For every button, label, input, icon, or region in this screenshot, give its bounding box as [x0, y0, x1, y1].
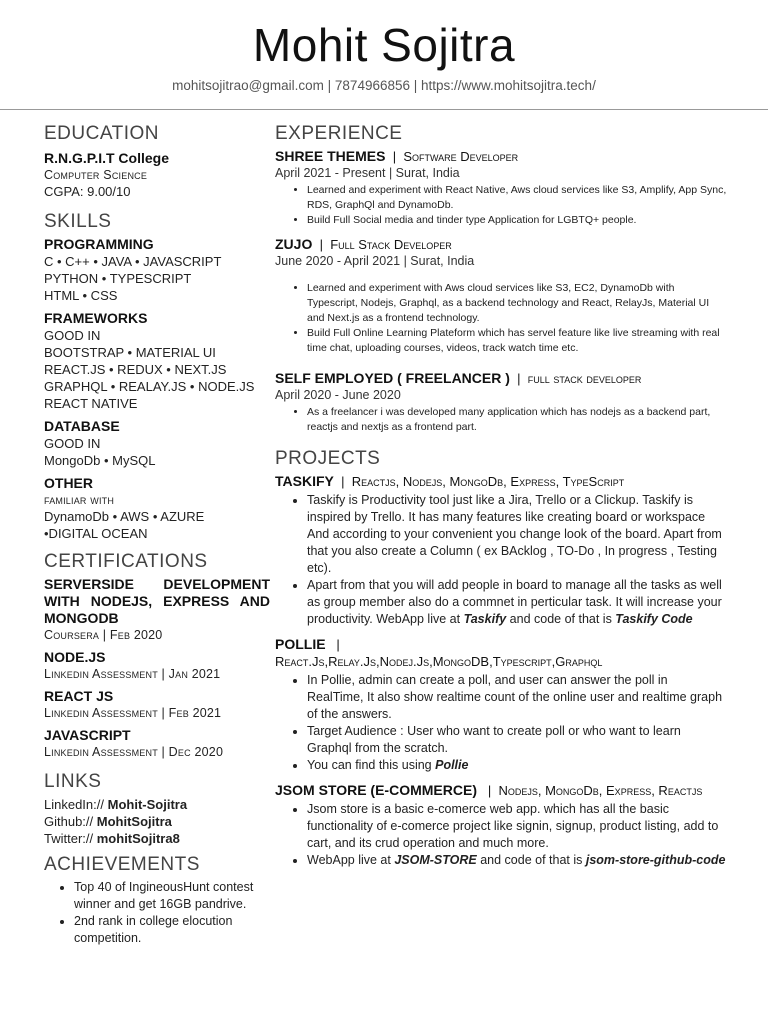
- bullet-text: and code of that is: [476, 853, 586, 867]
- taskify-link[interactable]: Taskify: [463, 612, 507, 626]
- job-dates: June 2020 - April 2021 | Surat, India: [275, 254, 475, 268]
- list-item: [307, 577, 727, 628]
- achievements-section: [44, 853, 270, 947]
- taskify-code-link[interactable]: Taskify Code: [615, 612, 693, 626]
- achievements-title: ACHIEVEMENTS: [44, 854, 200, 875]
- skill-line: •DIGITAL OCEAN: [44, 526, 148, 541]
- link-value[interactable]: MohitSojitra: [96, 814, 172, 829]
- education-title: EDUCATION: [44, 123, 159, 144]
- left-column: [44, 122, 270, 947]
- certification-issuer: Linkedin Assessment | Feb 2021: [44, 706, 222, 720]
- projects-title: PROJECTS: [275, 448, 381, 469]
- links-title: LINKS: [44, 771, 102, 792]
- links-section: [44, 770, 270, 847]
- skill-line: HTML • CSS: [44, 288, 118, 303]
- list-item: • Learned and experiment with React Native, Aws cloud services like S3, Amplify, App Sync, RDS, GraphQl and DynamoDb.: [307, 183, 727, 213]
- company-name: SELF EMPLOYED ( FREELANCER ): [275, 370, 510, 386]
- experience-section: [275, 122, 727, 435]
- skill-group-database: [44, 418, 270, 469]
- achievements-list: [44, 879, 270, 947]
- project-name: TASKIFY: [275, 473, 334, 489]
- list-item: • 2nd rank in college elocution competition.: [74, 913, 270, 947]
- skill-line: GRAPHQL • REALAY.JS • NODE.JS: [44, 379, 255, 394]
- link-twitter[interactable]: [44, 830, 270, 847]
- job-dates: April 2020 - June 2020: [275, 388, 401, 402]
- skills-title: SKILLS: [44, 211, 112, 232]
- list-item: • In Pollie, admin can create a poll, and user can answer the poll in RealTime, It also show realtime count of the online user and realtime graph of the answers.: [307, 672, 727, 723]
- contact-line: mohitsojitrao@gmail.com | 7874966856 | https://www.mohitsojitra.tech/: [172, 78, 596, 93]
- skill-line: C • C++ • JAVA • JAVASCRIPT: [44, 254, 222, 269]
- link-label: Twitter://: [44, 831, 94, 846]
- job-title-line: [275, 370, 727, 387]
- certification-item: [44, 649, 270, 682]
- right-column: [275, 122, 727, 869]
- bullet-text: You can find this using: [307, 758, 436, 772]
- job-role: Software Developer: [403, 149, 519, 164]
- job-item: [275, 370, 727, 435]
- certification-issuer: Linkedin Assessment | Dec 2020: [44, 745, 224, 759]
- project-bullets: [275, 492, 727, 628]
- separator: |: [315, 237, 327, 252]
- job-dates: April 2021 - Present | Surat, India: [275, 166, 460, 180]
- list-item: • Top 40 of IngineousHunt contest winner and get 16GB pandrive.: [74, 879, 270, 913]
- skill-line: PYTHON • TYPESCRIPT: [44, 271, 192, 286]
- job-title-line: [275, 148, 727, 165]
- education-section: [44, 122, 270, 200]
- project-tech: Reactjs, Nodejs, MongoDb, Express, TypeScript: [351, 474, 625, 489]
- certification-name: NODE.JS: [44, 649, 106, 665]
- skill-group-frameworks: [44, 310, 270, 412]
- list-item: [307, 757, 727, 774]
- link-linkedin[interactable]: [44, 796, 270, 813]
- certification-name: REACT JS: [44, 688, 114, 704]
- candidate-name: Mohit Sojitra: [252, 19, 516, 71]
- list-item: • As a freelancer i was developed many application which has nodejs as a backend part, reactjs and nextjs as a frontend part.: [307, 405, 727, 435]
- list-item: • Build Full Online Learning Plateform which has servel feature like live streaming with real time chat, uploading courses, videos, track watch time etc.: [307, 326, 727, 356]
- job-bullets: [275, 281, 727, 356]
- project-tech: Nodejs, MongoDb, Express, Reactjs: [498, 783, 703, 798]
- skill-group-other: [44, 475, 270, 542]
- company-name: SHREE THEMES: [275, 148, 386, 164]
- college-name: R.N.G.P.I.T College: [44, 150, 169, 166]
- job-title-line: [275, 236, 727, 253]
- projects-section: [275, 447, 727, 869]
- list-item: • Jsom store is a basic e-comerce web app. which has all the basic functionality of e-comerce project like signin, signup, product listing, add to cart, and its crud operation and much more.: [307, 801, 727, 852]
- project-title-line: [275, 636, 727, 653]
- skill-note: GOOD IN: [44, 328, 101, 343]
- skill-group-title: OTHER: [44, 475, 93, 491]
- project-bullets: [275, 672, 727, 774]
- project-name: POLLIE: [275, 636, 326, 652]
- project-tech: React.Js,Relay.Js,Nodej.Js,MongoDB,Typescript,Graphql: [275, 654, 603, 669]
- project-bullets: [275, 801, 727, 869]
- skill-line: MongoDb • MySQL: [44, 453, 156, 468]
- skill-note: GOOD IN: [44, 436, 101, 451]
- skill-line: DynamoDb • AWS • AZURE: [44, 509, 205, 524]
- separator: |: [389, 149, 400, 164]
- certification-name: SERVERSIDE DEVELOPMENT WITH NODEJS, EXPRESS AND MONGODB: [44, 576, 270, 626]
- link-value[interactable]: Mohit-Sojitra: [107, 797, 188, 812]
- job-role: full stack developer: [527, 371, 642, 386]
- experience-title: EXPERIENCE: [275, 123, 403, 144]
- project-title-line: [275, 782, 727, 799]
- skill-group-title: DATABASE: [44, 418, 120, 434]
- skill-line: REACT NATIVE: [44, 396, 138, 411]
- skill-line: REACT.JS • REDUX • NEXT.JS: [44, 362, 227, 377]
- separator: |: [329, 637, 340, 652]
- pollie-link[interactable]: Pollie: [435, 758, 469, 772]
- project-pollie: [275, 636, 727, 774]
- link-github[interactable]: [44, 813, 270, 830]
- list-item: • Learned and experiment with Aws cloud services like S3, EC2, DynamoDb with Typescript, Nodejs, Graphql, as a backend technology and React, RelayJs, Material UI and Next.js as a frontend technology.: [307, 281, 727, 326]
- resume-header: [0, 0, 768, 95]
- separator: |: [337, 474, 349, 489]
- cgpa: CGPA: 9.00/10: [44, 184, 131, 199]
- bullet-text: WebApp live at: [307, 853, 395, 867]
- header-divider: [0, 109, 768, 110]
- certification-item: [44, 576, 270, 643]
- job-bullets: [275, 405, 727, 435]
- certification-item: [44, 727, 270, 760]
- skills-section: [44, 210, 270, 542]
- certification-issuer: Linkedin Assessment | Jan 2021: [44, 667, 221, 681]
- skill-group-programming: [44, 236, 270, 304]
- list-item: • Taskify is Productivity tool just like a Jira, Trello or a Clickup. Taskify is inspired by Trello. It has many features like creating board or workspace And according to your convenient you change look of the board. Apart from that you also create a Column ( ex BAcklog , TO-Do , In progress , Testing etc).: [307, 492, 727, 577]
- list-item: • Target Audience : User who want to create poll or who want to learn Graphql from the scratch.: [307, 723, 727, 757]
- project-taskify: [275, 473, 727, 628]
- skill-note: familiar with: [44, 493, 115, 507]
- jsom-store-link[interactable]: JSOM-STORE: [394, 853, 477, 867]
- certifications-section: [44, 550, 270, 760]
- skill-group-title: PROGRAMMING: [44, 236, 154, 252]
- job-item: [275, 236, 727, 356]
- certification-item: [44, 688, 270, 721]
- skill-line: BOOTSTRAP • MATERIAL UI: [44, 345, 216, 360]
- link-value[interactable]: mohitSojitra8: [96, 831, 180, 846]
- separator: |: [480, 783, 495, 798]
- list-item: [307, 852, 727, 869]
- list-item: • Build Full Social media and tinder type Application for LGBTQ+ people.: [307, 213, 727, 228]
- job-role: Full Stack Developer: [330, 237, 452, 252]
- certification-name: JAVASCRIPT: [44, 727, 131, 743]
- certifications-title: CERTIFICATIONS: [44, 551, 208, 572]
- bullet-text: Apart from that you will add people in board to manage all the tasks as well as group member also do a commnet in perticular task. It will increase your productivity. WebApp live at: [307, 578, 722, 626]
- bullet-text: and code of that is: [506, 612, 616, 626]
- project-jsom-store: [275, 782, 727, 869]
- link-label: LinkedIn://: [44, 797, 104, 812]
- company-name: ZUJO: [275, 236, 313, 252]
- certification-issuer: Coursera | Feb 2020: [44, 628, 163, 642]
- department: Computer Science: [44, 168, 148, 182]
- separator: |: [513, 371, 525, 386]
- job-bullets: [275, 183, 727, 228]
- jsom-github-link[interactable]: jsom-store-github-code: [585, 853, 726, 867]
- project-name: JSOM STORE (E-COMMERCE): [275, 782, 477, 798]
- project-title-line: [275, 473, 727, 490]
- link-label: Github://: [44, 814, 94, 829]
- skill-group-title: FRAMEWORKS: [44, 310, 148, 326]
- job-item: [275, 148, 727, 228]
